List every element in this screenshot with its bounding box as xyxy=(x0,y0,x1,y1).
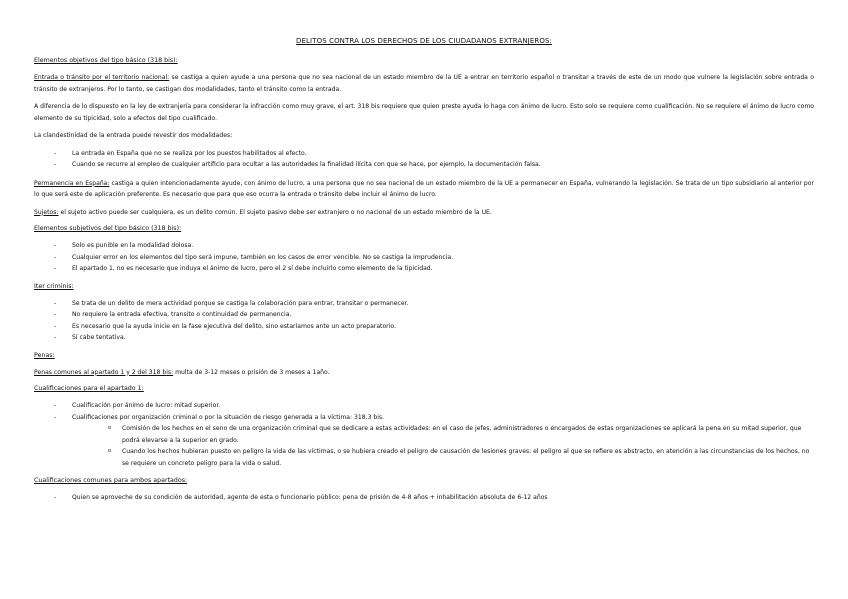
sublist-item: o Cuando los hechos hubieran puesto en peligro la vida de las víctimas, o se hubiera creado el peligro de causación de lesiones graves: el peligro al que se refiere es abstracto, en atención a las circunstancias de los hechos, no se requiere un concreto peligro para la vida o salud. xyxy=(72,446,814,469)
list-item: - Sí cabe tentativa. xyxy=(34,332,814,344)
section-heading-objetivos: Elementos objetivos del tipo básico (318 bis): xyxy=(34,57,178,64)
paragraph-permanencia xyxy=(34,178,814,201)
sublist-cualificaciones xyxy=(72,423,814,469)
list-item-text: Cualificaciones por organización criminal o por la situación de riesgo generada a la víctima: 318.3 bis. xyxy=(72,413,385,421)
paragraph-sujetos xyxy=(34,207,814,219)
page-title: DELITOS CONTRA LOS DERECHOS DE LOS CIUDADANOS EXTRANJEROS: xyxy=(296,37,552,45)
paragraph-penas-comunes xyxy=(34,367,814,379)
list-modalidades xyxy=(34,148,814,171)
list-item: - Cualquier error en los elementos del tipo será impune, también en los casos de error vencible. No se castiga la imprudencia. xyxy=(34,252,814,264)
paragraph-lead: Entrada o tránsito por el territorio nacional: xyxy=(34,74,170,81)
sublist-item: o Comisión de los hechos en el seno de una organización criminal que se dedicare a estas actividades: en el caso de jefes, administradores o encargados de estas organizaciones se aplicará la pena en su mitad superior, que podrá elevarse a la superior en grado. xyxy=(72,423,814,446)
list-item: - El apartado 1, no es necesario que induya el ánimo de lucro, pero el 2 sí debe incluirlo como elemento de la tipicidad. xyxy=(34,263,814,275)
paragraph-lead: Penas comunes al apartado 1 y 2 del 318 bis: xyxy=(34,368,174,376)
list-item: - No requiere la entrada efectiva, transito o continuidad de permanencia. xyxy=(34,309,814,321)
list-cualificaciones xyxy=(34,400,814,469)
list-item: - Cualificación por ánimo de lucro: mitad superior. xyxy=(34,400,814,412)
paragraph-lead: Permanencia en España: xyxy=(34,179,110,187)
section-heading-cualificaciones-1: Cualificaciones para el apartado 1: xyxy=(34,385,144,392)
section-heading-iter-criminis: Iter criminis: xyxy=(34,282,74,290)
paragraph-clandestinidad: La clandestinidad de la entrada puede revestir dos modalidades: xyxy=(34,132,233,139)
paragraph-lead: Sujetos: xyxy=(34,208,59,216)
list-iter-criminis xyxy=(34,298,814,344)
paragraph-text: se castiga a quien ayude a una persona que no sea nacional de un estado miembro de la UE a entrar en territorio español o transitar a través de este de un modo que vulnere la legislación sobre entrada o tránsito de extranjeros. Por lo tanto, se castigan dos modalidades, tanto el tránsito como la entrada. xyxy=(34,74,814,93)
section-heading-cualificaciones-comunes: Cualificaciones comunes para ambos apartados: xyxy=(34,477,188,484)
list-subjetivos xyxy=(34,240,814,275)
list-cualificaciones-comunes xyxy=(34,492,814,504)
paragraph-animo-lucro: A diferencia de lo dispuesto en la ley de extranjería para considerar la infracción como muy grave, el art. 318 bis requiere que quien preste ayuda lo haga con ánimo de lucro. Esto solo se requiere como cualificación. No se requiere el ánimo de lucro como elemento de su tipicidad, solo a efectos del tipo cualificado. xyxy=(34,103,814,122)
list-item: - La entrada en España que no se realiza por los puestos habilitados al efecto. xyxy=(34,148,814,160)
paragraph-text: el sujeto activo puede ser cualquiera, es un delito común. El sujeto pasivo debe ser extranjero o no nacional de un estado miembro de la UE. xyxy=(58,208,492,216)
paragraph-text: castiga a quien intencionadamente ayude, con ánimo de lucro, a una persona que no sea nacional de un estado miembro de la UE a permanecer en España, vulnerando la legislación. Se trata de un tipo subsidiario al anterior por lo que será este de aplicación preferente. Es necesario que para que eso ocurra la entrada o tránsito debe incluir el ánimo de lucro. xyxy=(34,179,814,198)
paragraph-entrada-transito xyxy=(34,72,814,95)
list-item: - Solo es punible en la modalidad dolosa. xyxy=(34,240,814,252)
section-heading-subjetivos: Elementos subjetivos del tipo básico (318 bis): xyxy=(34,225,182,232)
list-item: - Es necesario que la ayuda inicie en la fase ejecutiva del delito, sino estaríamos ante un acto preparatorio. xyxy=(34,321,814,333)
list-item: - Se trata de un delito de mera actividad porque se castiga la colaboración para entrar, transitar o permanecer. xyxy=(34,298,814,310)
list-item: - Cuando se recurre al empleo de cualquier artificio para ocultar a las autoridades la finalidad ilícita con que se hace, por ejemplo, la documentación falsa. xyxy=(34,159,814,171)
section-heading-penas: Penas: xyxy=(34,351,55,359)
list-item xyxy=(34,412,814,470)
paragraph-text: multa de 3-12 meses o prisión de 3 meses a 1año. xyxy=(173,368,330,376)
list-item: - Quien se aproveche de su condición de autoridad, agente de esta o funcionario público: pena de prisión de 4-8 años + inhabilitación absoluta de 6-12 años xyxy=(34,492,814,504)
